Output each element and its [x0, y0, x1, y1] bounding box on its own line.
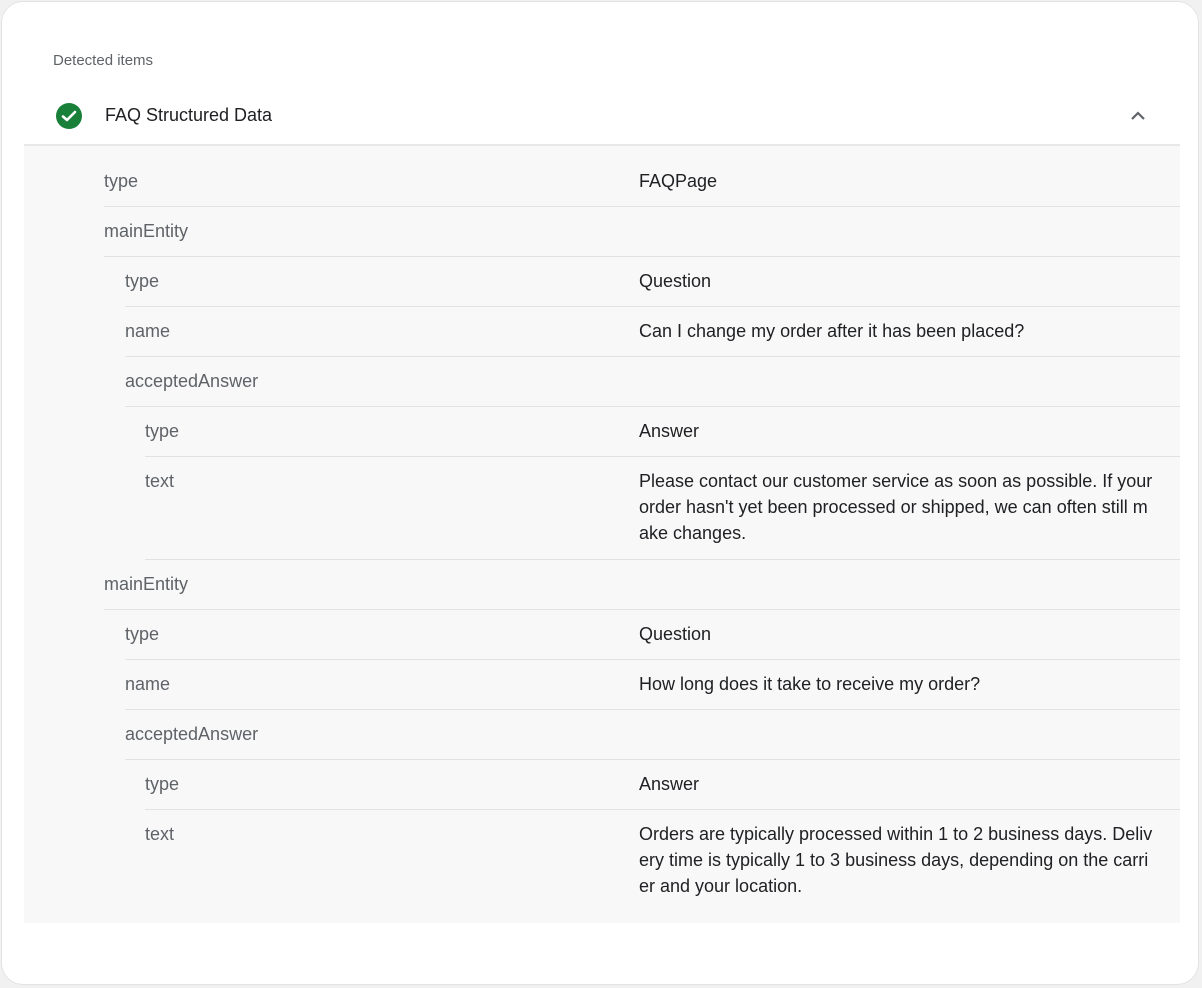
structured-data-table — [24, 146, 1180, 923]
row-value: Question — [639, 271, 712, 291]
table-row — [125, 307, 1180, 357]
section-label: Detected items — [53, 52, 154, 69]
table-row — [125, 710, 1180, 760]
row-value: Answer — [639, 421, 700, 441]
row-value: Please contact our customer service as soon as possible. If your order hasn't yet been processed or shipped, we can often still make changes. — [639, 471, 1153, 543]
row-key: acceptedAnswer — [125, 371, 259, 391]
table-row — [125, 660, 1180, 710]
detected-items-card — [1, 1, 1199, 985]
row-key: mainEntity — [104, 574, 189, 594]
check-circle-icon — [56, 103, 82, 129]
table-row — [125, 357, 1180, 407]
table-row — [125, 610, 1180, 660]
item-header[interactable] — [24, 90, 1180, 146]
row-key: text — [145, 471, 175, 491]
row-key: name — [125, 321, 171, 341]
row-value: Question — [639, 624, 712, 644]
row-key: name — [125, 674, 171, 694]
row-key: mainEntity — [104, 221, 189, 241]
row-key: acceptedAnswer — [125, 724, 259, 744]
row-key: type — [104, 171, 139, 191]
row-key: type — [145, 421, 180, 441]
table-row — [104, 560, 1180, 610]
row-value: Answer — [639, 774, 700, 794]
table-row — [104, 157, 1180, 207]
table-row — [145, 457, 1180, 560]
row-value: How long does it take to receive my order? — [639, 674, 981, 694]
table-row — [104, 207, 1180, 257]
item-title: FAQ Structured Data — [105, 105, 273, 125]
row-key: text — [145, 824, 175, 844]
row-key: type — [125, 624, 160, 644]
row-value: Can I change my order after it has been placed? — [639, 321, 1025, 341]
row-value: FAQPage — [639, 171, 718, 191]
row-key: type — [145, 774, 180, 794]
table-row — [145, 760, 1180, 810]
table-row — [145, 810, 1180, 913]
table-row — [125, 257, 1180, 307]
row-value: Orders are typically processed within 1 to 2 business days. Delivery time is typically 1 to 3 business days, depending on the carrier and your location. — [639, 824, 1153, 896]
row-key: type — [125, 271, 160, 291]
table-row — [145, 407, 1180, 457]
chevron-up-icon[interactable] — [1126, 104, 1150, 128]
